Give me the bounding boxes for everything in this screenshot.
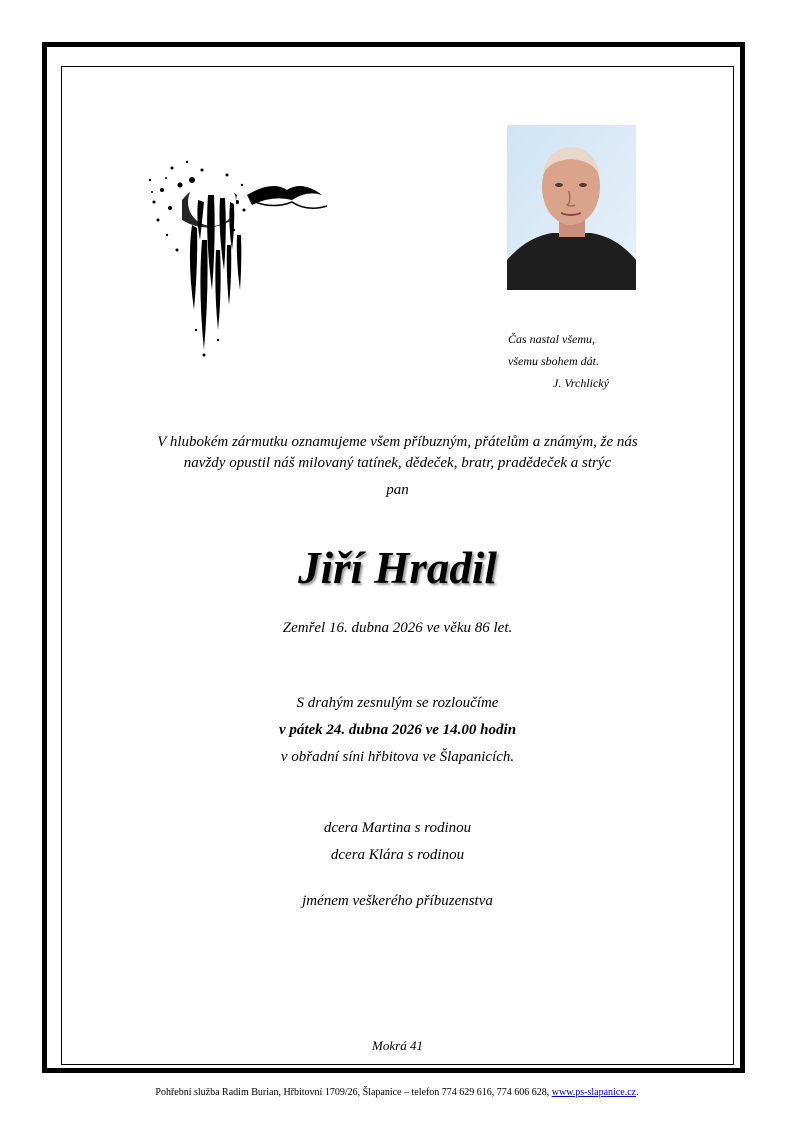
website-link[interactable]: www.ps-slapanice.cz: [551, 1087, 637, 1098]
deceased-name: Jiří Hradil: [298, 543, 497, 593]
candle-ornament-icon: [132, 140, 332, 365]
quote: [508, 328, 708, 394]
death-notice: Zemřel 16. dubna 2026 ve věku 86 let.: [282, 620, 513, 636]
farewell-line: S drahým zesnulým se rozloučíme: [296, 695, 499, 711]
farewell-info: [61, 690, 734, 771]
intro-line-3: pan: [386, 482, 409, 498]
mourners-list: [61, 815, 734, 869]
farewell-place: v obřadní síni hřbitova ve Šlapanicích.: [280, 749, 515, 765]
announcement-intro: [61, 432, 734, 501]
mourner-item: dcera Klára s rodinou: [330, 847, 465, 863]
quote-line-2: všemu sbohem dát.: [508, 354, 599, 368]
quote-author: J. Vrchlický: [553, 376, 609, 390]
intro-line-2: navždy opustil náš milovaný tatínek, dědeček, bratr, pradědeček a strýc: [183, 455, 612, 471]
farewell-date: v pátek 24. dubna 2026 ve 14.00 hodin: [278, 722, 517, 738]
portrait-photo: [507, 125, 636, 290]
footer: [0, 1087, 794, 1098]
address: Mokrá 41: [372, 1038, 423, 1053]
mourner-item: dcera Martina s rodinou: [323, 820, 472, 836]
footer-text: Pohřební služba Radim Burian, Hřbitovní 1709/26, Šlapanice – telefon 774 629 616, 774 606 628,: [155, 1087, 552, 1098]
footer-end: .: [636, 1087, 639, 1098]
family-signature: jménem veškerého příbuzenstva: [302, 893, 493, 909]
quote-line-1: Čas nastal všemu,: [508, 332, 595, 346]
intro-line-1: V hlubokém zármutku oznamujeme všem příbuzným, přátelům a známým, že nás: [157, 434, 638, 450]
